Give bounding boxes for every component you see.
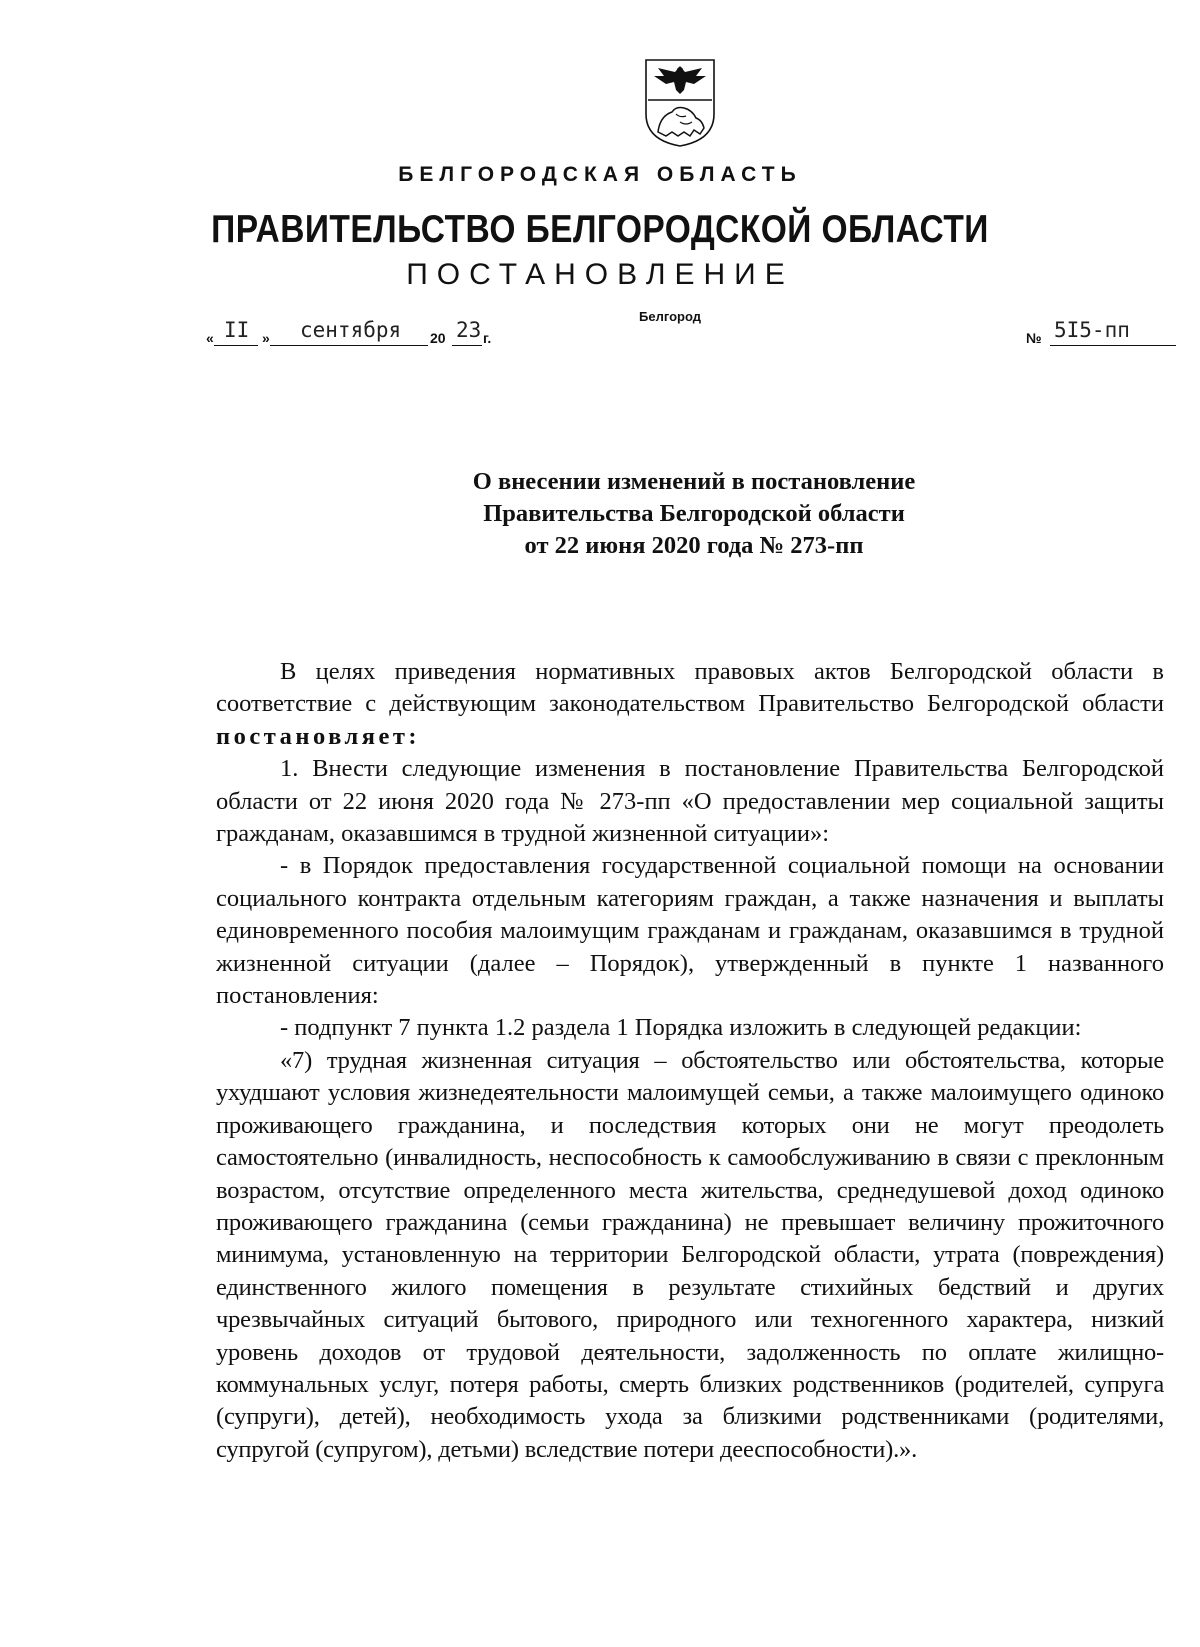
date-year-underline	[452, 345, 482, 346]
coat-of-arms-icon	[640, 56, 720, 148]
title-line-1: О внесении изменений в постановление	[472, 468, 916, 495]
region-name: БЕЛГОРОДСКАЯ ОБЛАСТЬ	[398, 163, 802, 186]
date-open-quote: «	[206, 330, 214, 346]
paragraph-definition: «7) трудная жизненная ситуация – обстоятельство или обстоятельства, которые ухудшают условия жизнедеятельности малоимущей семьи, а также малоимущего одиноко проживающего гражданина, и последствия которых они не могут преодолеть самостоятельно (инвалидность, неспособность к самообслуживанию в связи с преклонным возрастом, отсутствие определенного места жительства, среднедушевой доход одиноко проживающего гражданина (семьи гражданина) не превышает величину прожиточного минимума, установленную на территории Белгородской области, утрата (повреждения) единственного жилого помещения в результате стихийных бедствий и других чрезвычайных ситуаций бытового, природного или техногенного характера, низкий уровень доходов от трудовой деятельности, задолженность по оплате жилищно-коммунальных услуг, потеря работы, смерть близких родственников (родителей, супруга (супруги), детей), необходимость ухода за близкими родственниками (родителями, супругой (супругом), детьми) вследствие потери дееспособности).».	[216, 1046, 1164, 1463]
document-body	[216, 656, 1164, 1466]
number-sign: №	[1026, 330, 1042, 346]
date-year: 23	[456, 318, 482, 342]
date-day: II	[224, 318, 250, 342]
date-month-underline	[270, 345, 428, 346]
date-day-underline	[214, 345, 258, 346]
paragraph-procedure: - в Порядок предоставления государственной социальной помощи на основании социального контракта отдельным категориям граждан, а также назначения и выплаты единовременного пособия малоимущим гражданам и гражданам, оказавшимся в трудной жизненной ситуации (далее – Порядок), утвержденный в пункте 1 названного постановления:	[216, 852, 1164, 1010]
government-name: ПРАВИТЕЛЬСТВО БЕЛГОРОДСКОЙ ОБЛАСТИ	[211, 208, 989, 251]
paragraph-subitem: - подпункт 7 пункта 1.2 раздела 1 Порядка изложить в следующей редакции:	[280, 1014, 1082, 1042]
document-type: ПОСТАНОВЛЕНИЕ	[406, 258, 794, 291]
paragraph-preamble	[216, 656, 1164, 753]
date-month: сентября	[300, 318, 402, 342]
date-close-quote: »	[262, 330, 270, 346]
number-underline	[1050, 345, 1176, 346]
number-value: 5I5-пп	[1054, 318, 1130, 342]
document-number	[1026, 318, 1152, 348]
preamble-text: В целях приведения нормативных правовых актов Белгородской области в соответствие с действующим законодательством Правительство Белгородской области	[216, 658, 1164, 718]
city-name: Белгород	[639, 309, 701, 324]
date-year-suffix: г.	[483, 330, 492, 346]
title-line-3: от 22 июня 2020 года № 273-пп	[524, 532, 864, 559]
preamble-resolves: постановляет:	[216, 722, 421, 750]
date-century: 20	[430, 330, 446, 346]
document-title	[300, 466, 1088, 562]
paragraph-item-1: 1. Внести следующие изменения в постановление Правительства Белгородской области от 22 июня 2020 года № 273-пп «О предоставлении мер социальной защиты гражданам, оказавшимся в трудной жизненной ситуации»:	[216, 755, 1164, 848]
title-line-2: Правительства Белгородской области	[483, 500, 905, 527]
